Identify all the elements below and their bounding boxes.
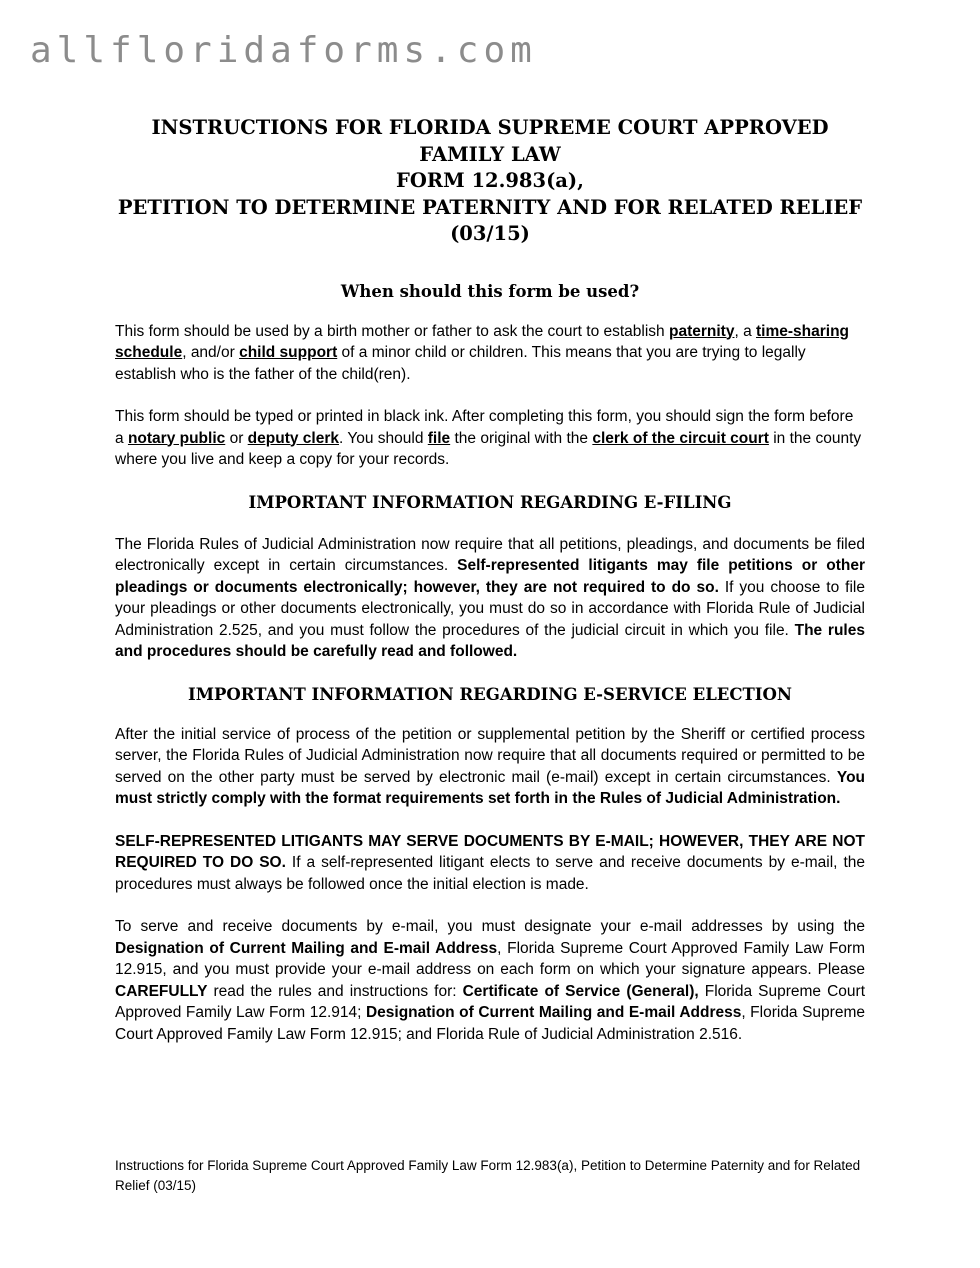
text-run: , Florida Supreme Court Approved Family Law Form 12.915, and you must provide your e-mail address on each form on which your signature appears. Please xyxy=(115,939,865,978)
paragraph-e-filing xyxy=(115,534,865,663)
text-run: read the rules and instructions for: xyxy=(207,982,463,1000)
text-run: . You should xyxy=(338,429,428,447)
text-run: If you choose to file your pleadings or other documents electronically, you must do so in accordance with Florida Rule of Judicial Administration 2.525, and you must follow the procedures of the judicial circuit in which you file. xyxy=(115,578,865,639)
paragraph-self-represented xyxy=(115,831,865,896)
text-run: or xyxy=(225,429,248,447)
text-run: the original with the xyxy=(450,429,593,447)
document-body xyxy=(115,115,865,1045)
heading-when-used: When should this form be used? xyxy=(340,281,640,301)
title-line-3: PETITION TO DETERMINE PATERNITY AND FOR RELATED RELIEF xyxy=(117,195,863,219)
term-deputy-clerk: deputy clerk xyxy=(247,429,339,447)
bold-text: CAREFULLY xyxy=(115,982,208,1000)
bold-text: Self-represented litigants may file petitions or other pleadings or documents electronically; however, they are not required to do so. xyxy=(115,557,865,596)
paragraph-e-service xyxy=(115,724,865,810)
paragraph-designation xyxy=(115,916,865,1045)
text-run: in the county where you live and keep a copy for your records. xyxy=(115,429,862,468)
page-title xyxy=(115,115,865,248)
text-run: , a xyxy=(734,322,756,340)
paragraph-filing-instructions xyxy=(115,406,865,471)
bold-text: You must strictly comply with the format requirements set forth in the Rules of Judicial Administration. xyxy=(115,768,865,807)
term-file: file xyxy=(427,429,451,447)
title-line-4: (03/15) xyxy=(450,222,530,245)
text-run: Florida Supreme Court Approved Family Law Form 12.914; xyxy=(115,982,866,1021)
term-notary-public: notary public xyxy=(127,429,226,447)
text-run: , and/or xyxy=(182,344,240,361)
text-run: , Florida Supreme Court Approved Family Law Form 12.915; and Florida Rule of Judicial Administration 2.516. xyxy=(115,1004,865,1043)
title-line-1: INSTRUCTIONS FOR FLORIDA SUPREME COURT APPROVED FAMILY LAW xyxy=(151,116,829,166)
bold-text: The rules and procedures should be carefully read and followed. xyxy=(115,621,865,660)
title-line-2: FORM 12.983(a), xyxy=(396,169,584,192)
term-time-sharing-schedule: time-sharing schedule xyxy=(115,322,850,361)
heading-e-filing: IMPORTANT INFORMATION REGARDING E-FILING xyxy=(248,492,732,512)
text-run: This form should be typed or printed in black ink. After completing this form, you should sign the form before a xyxy=(115,408,854,447)
text-run: of a minor child or children. This means that you are trying to legally establish who is the father of the child(ren). xyxy=(115,344,806,383)
term-child-support: child support xyxy=(239,344,338,361)
bold-text: Designation of Current Mailing and E-mail Address xyxy=(115,939,498,957)
bold-text: SELF-REPRESENTED LITIGANTS MAY SERVE DOCUMENTS BY E-MAIL; HOWEVER, THEY ARE NOT REQUIRED TO DO SO. xyxy=(115,832,865,871)
text-run: The Florida Rules of Judicial Administration now require that all petitions, pleadings, and documents be filed electronically except in certain circumstances. xyxy=(115,535,865,574)
page-footer: Instructions for Florida Supreme Court Approved Family Law Form 12.983(a), Petition to Determine Paternity and for Related Relief (03/15) xyxy=(115,1158,861,1193)
text-run: To serve and receive documents by e-mail, you must designate your e-mail addresses by using the xyxy=(115,918,865,935)
term-clerk-of-circuit-court: clerk of the circuit court xyxy=(592,429,769,447)
watermark: allfloridaforms.com xyxy=(30,30,537,71)
text-run: If a self-represented litigant elects to serve and receive documents by e-mail, the procedures must always be followed once the initial election is made. xyxy=(115,854,866,893)
text-run: After the initial service of process of the petition or supplemental petition by the Sheriff or certified process server, the Florida Rules of Judicial Administration now require that all documents required or permitted to be served on the other party must be served by electronic mail (e-mail) except in certain circumstances. xyxy=(115,725,865,786)
term-paternity: paternity xyxy=(668,322,735,340)
paragraph-when-used xyxy=(115,321,865,386)
bold-text: Certificate of Service (General), xyxy=(462,982,699,1000)
text-run: This form should be used by a birth mother or father to ask the court to establish xyxy=(115,322,669,340)
heading-e-service: IMPORTANT INFORMATION REGARDING E-SERVICE ELECTION xyxy=(188,684,792,704)
bold-text: Designation of Current Mailing and E-mail Address xyxy=(365,1004,742,1021)
